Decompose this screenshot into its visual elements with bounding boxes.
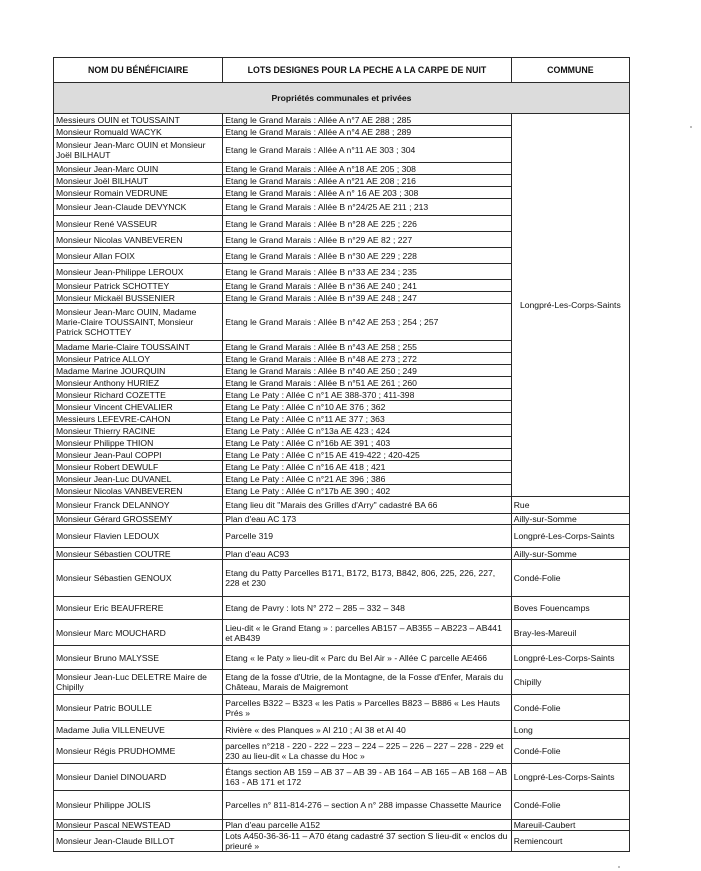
beneficiary-name: Monsieur Pascal NEWSTEAD xyxy=(54,820,223,831)
lots-designated: Etang le Grand Marais : Allée B n°42 AE 253 ; 254 ; 257 xyxy=(223,304,512,341)
lots-designated: Etang « le Paty » lieu-dit « Parc du Bel Air » - Allée C parcelle AE466 xyxy=(223,646,512,670)
table-row xyxy=(54,695,630,721)
lots-designated: Etang le Grand Marais : Allée A n°21 AE 208 ; 216 xyxy=(223,175,512,187)
lots-designated: Etang le Grand Marais : Allée B n°33 AE 234 ; 235 xyxy=(223,264,512,280)
lots-designated: Etang le Grand Marais : Allée A n°7 AE 288 ; 285 xyxy=(223,114,512,126)
beneficiary-name: Monsieur Richard COZETTE xyxy=(54,389,223,401)
beneficiary-name: Monsieur Sébastien GENOUX xyxy=(54,560,223,597)
commune: Long xyxy=(511,721,629,739)
beneficiary-name: Monsieur Vincent CHEVALIER xyxy=(54,401,223,413)
table-row xyxy=(54,764,630,791)
table-row xyxy=(54,721,630,739)
commune: Longpré-Les-Corps-Saints xyxy=(511,525,629,548)
lots-designated: Etang Le Paty : Allée C n°21 AE 396 ; 386 xyxy=(223,473,512,485)
commune: Condé-Folie xyxy=(511,560,629,597)
commune: Longpré-Les-Corps-Saints xyxy=(511,646,629,670)
table-row xyxy=(54,548,630,560)
beneficiary-name: Monsieur Jean-Paul COPPI xyxy=(54,449,223,461)
beneficiary-name: Monsieur Mickaël BUSSENIER xyxy=(54,292,223,304)
beneficiary-name: Monsieur Gérard GROSSEMY xyxy=(54,514,223,525)
beneficiary-name: Monsieur Patrice ALLOY xyxy=(54,353,223,365)
lots-designated: Etang Le Paty : Allée C n°17b AE 390 ; 402 xyxy=(223,485,512,497)
lots-designated: Etang de Pavry : lots N° 272 – 285 – 332 – 348 xyxy=(223,597,512,620)
commune: Bray-les-Mareuil xyxy=(511,620,629,646)
beneficiary-name: Monsieur Anthony HURIEZ xyxy=(54,377,223,389)
lots-designated: Etang Le Paty : Allée C n°16b AE 391 ; 403 xyxy=(223,437,512,449)
beneficiary-name: Monsieur Franck DELANNOY xyxy=(54,497,223,514)
commune: Condé-Folie xyxy=(511,695,629,721)
lots-designated: Lots A450-36-36-11 – A70 étang cadastré 37 section S lieu-dit « enclos du prieuré » xyxy=(223,831,512,852)
beneficiary-name: Monsieur Bruno MALYSSE xyxy=(54,646,223,670)
lots-designated: Etang le Grand Marais : Allée A n°4 AE 288 ; 289 xyxy=(223,126,512,138)
lots-designated: Plan d'eau AC 173 xyxy=(223,514,512,525)
beneficiary-name: Monsieur Jean-Luc DUVANEL xyxy=(54,473,223,485)
lots-designated: Etang le Grand Marais : Allée A n°11 AE 303 ; 304 xyxy=(223,138,512,163)
table-row xyxy=(54,620,630,646)
lots-designated: Etang le Grand Marais : Allée B n°39 AE 248 ; 247 xyxy=(223,292,512,304)
table-row xyxy=(54,560,630,597)
table-row xyxy=(54,514,630,525)
table-row xyxy=(54,831,630,852)
table-row xyxy=(54,114,630,126)
scan-artifact xyxy=(618,866,620,868)
beneficiary-name: Madame Marine JOURQUIN xyxy=(54,365,223,377)
lots-designated: Etang le Grand Marais : Allée B n°48 AE 273 ; 272 xyxy=(223,353,512,365)
commune: Ailly-sur-Somme xyxy=(511,514,629,525)
commune: Mareuil-Caubert xyxy=(511,820,629,831)
lots-designated: Plan d'eau AC93 xyxy=(223,548,512,560)
beneficiary-name: Monsieur René VASSEUR xyxy=(54,216,223,232)
commune: Condé-Folie xyxy=(511,739,629,764)
commune: Chipilly xyxy=(511,670,629,695)
table-row xyxy=(54,820,630,831)
lots-designated: Parcelles n° 811-814-276 – section A n° 288 impasse Chassette Maurice xyxy=(223,791,512,820)
beneficiary-name: Monsieur Thierry RACINE xyxy=(54,425,223,437)
beneficiary-name: Messieurs LEFEVRE-CAHON xyxy=(54,413,223,425)
lots-designated: Etang Le Paty : Allée C n°10 AE 376 ; 362 xyxy=(223,401,512,413)
header-lots: LOTS DESIGNES POUR LA PECHE A LA CARPE DE NUIT xyxy=(223,58,512,83)
commune: Longpré-Les-Corps-Saints xyxy=(511,764,629,791)
header-commune: COMMUNE xyxy=(511,58,629,83)
beneficiary-name: Monsieur Joël BILHAUT xyxy=(54,175,223,187)
lots-designated: Etang le Grand Marais : Allée B n°40 AE 250 ; 249 xyxy=(223,365,512,377)
beneficiary-name: Madame Julia VILLENEUVE xyxy=(54,721,223,739)
lots-designated: Rivière « des Planques » AI 210 ; AI 38 et AI 40 xyxy=(223,721,512,739)
beneficiary-name: Monsieur Jean-Claude DEVYNCK xyxy=(54,199,223,216)
beneficiary-name: Monsieur Jean-Marc OUIN xyxy=(54,163,223,175)
lots-designated: Etang de la fosse d'Utrie, de la Montagne, de la Fosse d'Enfer, Marais du Château, Marais de Maigremont xyxy=(223,670,512,695)
lots-designated: Parcelles B322 – B323 « les Patis » Parcelles B823 – B886 « Les Hauts Prés » xyxy=(223,695,512,721)
beneficiary-name: Monsieur Allan FOIX xyxy=(54,248,223,264)
beneficiary-name: Messieurs OUIN et TOUSSAINT xyxy=(54,114,223,126)
section-row xyxy=(54,83,630,114)
commune: Ailly-sur-Somme xyxy=(511,548,629,560)
lots-designated: Etang Le Paty : Allée C n°16 AE 418 ; 421 xyxy=(223,461,512,473)
beneficiary-name: Monsieur Patrick SCHOTTEY xyxy=(54,280,223,292)
table-row xyxy=(54,525,630,548)
beneficiary-name: Monsieur Jean-Claude BILLOT xyxy=(54,831,223,852)
table-row xyxy=(54,739,630,764)
beneficiary-name: Monsieur Eric BEAUFRERE xyxy=(54,597,223,620)
lots-designated: Etang Le Paty : Allée C n°1 AE 388-370 ; 411-398 xyxy=(223,389,512,401)
lots-designated: Étangs section AB 159 – AB 37 – AB 39 - AB 164 – AB 165 – AB 168 – AB 163 - AB 171 et 172 xyxy=(223,764,512,791)
lots-designated: Etang du Patty Parcelles B171, B172, B173, B842, 806, 225, 226, 227, 228 et 230 xyxy=(223,560,512,597)
section-title: Propriétés communales et privées xyxy=(54,83,630,114)
beneficiary-name: Monsieur Robert DEWULF xyxy=(54,461,223,473)
lots-designated: Etang le Grand Marais : Allée A n°18 AE 205 ; 308 xyxy=(223,163,512,175)
commune: Longpré-Les-Corps-Saints xyxy=(511,114,629,497)
lots-designated: Etang Le Paty : Allée C n°15 AE 419-422 ; 420-425 xyxy=(223,449,512,461)
table-row xyxy=(54,670,630,695)
table-row xyxy=(54,597,630,620)
lots-designated: Etang le Grand Marais : Allée B n°36 AE 240 ; 241 xyxy=(223,280,512,292)
beneficiary-name: Monsieur Régis PRUDHOMME xyxy=(54,739,223,764)
lots-designated: Etang Le Paty : Allée C n°13a AE 423 ; 424 xyxy=(223,425,512,437)
lots-designated: Etang le Grand Marais : Allée B n°30 AE 229 ; 228 xyxy=(223,248,512,264)
beneficiary-name: Monsieur Jean-Marc OUIN et Monsieur Joël BILHAUT xyxy=(54,138,223,163)
lots-designated: Etang lieu dit "Marais des Grilles d'Arry" cadastré BA 66 xyxy=(223,497,512,514)
beneficiary-name: Monsieur Jean-Philippe LEROUX xyxy=(54,264,223,280)
commune: Condé-Folie xyxy=(511,791,629,820)
lots-designated: Etang le Grand Marais : Allée B n°43 AE 258 ; 255 xyxy=(223,341,512,353)
beneficiary-name: Monsieur Romuald WACYK xyxy=(54,126,223,138)
lots-designated: parcelles n°218 - 220 - 222 – 223 – 224 – 225 – 226 – 227 – 228 - 229 et 230 au lieu-dit « La chasse du Hoc » xyxy=(223,739,512,764)
beneficiaries-table xyxy=(53,57,630,852)
commune: Remiencourt xyxy=(511,831,629,852)
lots-designated: Lieu-dit « le Grand Etang » : parcelles AB157 – AB355 – AB223 – AB441 et AB439 xyxy=(223,620,512,646)
table-row xyxy=(54,497,630,514)
beneficiary-name: Madame Marie-Claire TOUSSAINT xyxy=(54,341,223,353)
table-row xyxy=(54,646,630,670)
beneficiary-name: Monsieur Marc MOUCHARD xyxy=(54,620,223,646)
scan-artifact xyxy=(690,126,692,128)
lots-designated: Etang le Grand Marais : Allée B n°24/25 AE 211 ; 213 xyxy=(223,199,512,216)
beneficiary-name: Monsieur Nicolas VANBEVEREN xyxy=(54,485,223,497)
lots-designated: Etang le Grand Marais : Allée B n°51 AE 261 ; 260 xyxy=(223,377,512,389)
beneficiary-name: Monsieur Jean-Marc OUIN, Madame Marie-Claire TOUSSAINT, Monsieur Patrick SCHOTTEY xyxy=(54,304,223,341)
commune: Rue xyxy=(511,497,629,514)
beneficiary-name: Monsieur Patric BOULLE xyxy=(54,695,223,721)
lots-designated: Etang le Grand Marais : Allée B n°28 AE 225 ; 226 xyxy=(223,216,512,232)
beneficiary-name: Monsieur Philippe JOLIS xyxy=(54,791,223,820)
lots-designated: Etang le Grand Marais : Allée A n° 16 AE 203 ; 308 xyxy=(223,187,512,199)
lots-designated: Parcelle 319 xyxy=(223,525,512,548)
beneficiary-name: Monsieur Daniel DINOUARD xyxy=(54,764,223,791)
beneficiary-name: Monsieur Jean-Luc DELETRE Maire de Chipilly xyxy=(54,670,223,695)
header-beneficiary: NOM DU BÉNÉFICIAIRE xyxy=(54,58,223,83)
beneficiary-name: Monsieur Romain VEDRUNE xyxy=(54,187,223,199)
lots-designated: Etang Le Paty : Allée C n°11 AE 377 ; 363 xyxy=(223,413,512,425)
commune: Boves Fouencamps xyxy=(511,597,629,620)
beneficiary-name: Monsieur Philippe THION xyxy=(54,437,223,449)
beneficiary-name: Monsieur Nicolas VANBEVEREN xyxy=(54,232,223,248)
lots-designated: Etang le Grand Marais : Allée B n°29 AE 82 ; 227 xyxy=(223,232,512,248)
table-row xyxy=(54,791,630,820)
lots-designated: Plan d'eau parcelle A152 xyxy=(223,820,512,831)
beneficiary-name: Monsieur Sébastien COUTRE xyxy=(54,548,223,560)
beneficiary-name: Monsieur Flavien LEDOUX xyxy=(54,525,223,548)
header-row xyxy=(54,58,630,83)
